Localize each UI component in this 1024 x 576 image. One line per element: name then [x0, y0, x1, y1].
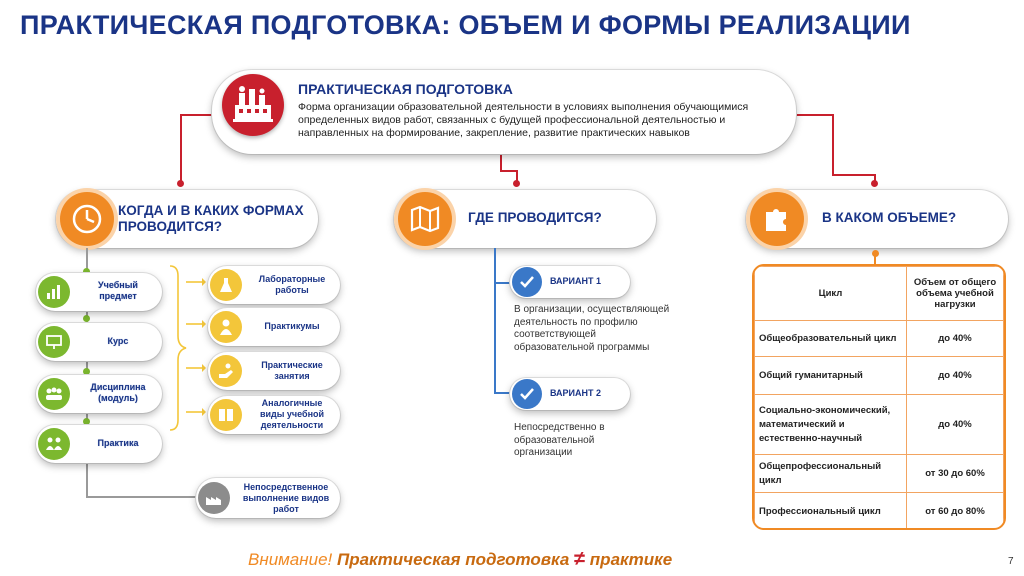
connector	[180, 114, 216, 116]
tree-dot	[83, 315, 90, 322]
cycle-cell: Общеобразовательный цикл	[755, 321, 907, 357]
presentation-icon	[38, 326, 70, 358]
cycle-cell: Профессиональный цикл	[755, 493, 907, 531]
volume-cell: до 40%	[907, 395, 1004, 455]
col-cycle: Цикл	[755, 267, 907, 321]
form-item-practical-classes: Практические занятия	[208, 352, 340, 390]
top-description: Форма организации образовательной деятельности в условиях выполнения обучающимися определенных видов работ, связанных с будущей профессиональной деятельностью и направленных на формирование, закрепление, развитие практических навыков	[298, 101, 749, 139]
footer-text-a: Практическая подготовка	[336, 550, 570, 569]
factory-icon	[222, 74, 284, 136]
volume-table	[752, 264, 1006, 530]
volume-cell: от 60 до 80%	[907, 493, 1004, 531]
slide-title: ПРАКТИЧЕСКАЯ ПОДГОТОВКА: ОБЪЕМ И ФОРМЫ РЕАЛИЗАЦИИ	[20, 10, 911, 40]
tree-line	[86, 496, 196, 498]
top-heading: ПРАКТИЧЕСКАЯ ПОДГОТОВКА	[298, 81, 513, 97]
map-icon	[398, 192, 452, 246]
person-icon	[210, 311, 242, 343]
chart-icon	[38, 276, 70, 308]
where-heading: ГДЕ ПРОВОДИТСЯ?	[468, 210, 602, 225]
form-item-direct-work: Непосредственное выполнение видов работ	[196, 478, 340, 518]
connector-dot	[871, 180, 878, 187]
when-heading: КОГДА И В КАКИХ ФОРМАХ ПРОВОДИТСЯ?	[118, 203, 304, 234]
connector-dot	[177, 180, 184, 187]
top-definition-box	[212, 70, 796, 154]
variant-1-badge: ВАРИАНТ 1	[510, 266, 630, 298]
hand-icon	[210, 355, 242, 387]
check-icon	[512, 267, 542, 297]
form-item-subject: Учебный предмет	[36, 273, 162, 311]
footer-text-b: практике	[589, 550, 673, 569]
check-icon	[512, 379, 542, 409]
variant-1-text: В организации, осуществляющей деятельность по профилю соответствующей образовательной программы	[514, 304, 670, 353]
page-number: 7	[1008, 556, 1014, 567]
variant-2-badge: ВАРИАНТ 2	[510, 378, 630, 410]
book-icon	[210, 399, 242, 431]
form-item-practice: Практика	[36, 425, 162, 463]
connector	[180, 114, 182, 184]
col-volume: Объем от общего объема учебной нагрузки	[907, 267, 1004, 321]
volume-cell: до 40%	[907, 321, 1004, 357]
footer-note	[248, 548, 672, 571]
volume-cell: от 30 до 60%	[907, 455, 1004, 493]
tree-dot	[83, 418, 90, 425]
connector	[790, 114, 834, 116]
connector	[832, 174, 876, 176]
volume-heading: В КАКОМ ОБЪЕМЕ?	[822, 210, 957, 225]
cycle-cell: Общий гуманитарный	[755, 357, 907, 395]
group-icon	[38, 378, 70, 410]
flask-icon	[210, 269, 242, 301]
not-equal-sign: ≠	[574, 548, 586, 570]
footer-attention: Внимание!	[248, 550, 333, 569]
puzzle-icon	[750, 192, 804, 246]
connector-dot	[513, 180, 520, 187]
cycle-cell: Общепрофессиональный цикл	[755, 455, 907, 493]
connector	[874, 254, 876, 264]
volume-cell: до 40%	[907, 357, 1004, 395]
clock-icon	[60, 192, 114, 246]
form-item-workshops: Практикумы	[208, 308, 340, 346]
variant-2-text: Непосредственно в образовательной организации	[514, 422, 605, 458]
team-icon	[38, 428, 70, 460]
where-line	[494, 248, 496, 394]
form-item-labs: Лабораторные работы	[208, 266, 340, 304]
form-item-course: Курс	[36, 323, 162, 361]
connector	[832, 114, 834, 176]
cycle-cell: Социально-экономический, математический и естественно-научный	[755, 395, 907, 455]
form-item-similar-activities: Аналогичные виды учебной деятельности	[208, 396, 340, 434]
bracket-arrows	[166, 264, 206, 434]
tree-dot	[83, 368, 90, 375]
form-item-discipline: Дисциплина (модуль)	[36, 375, 162, 413]
factory-small-icon	[198, 482, 230, 514]
